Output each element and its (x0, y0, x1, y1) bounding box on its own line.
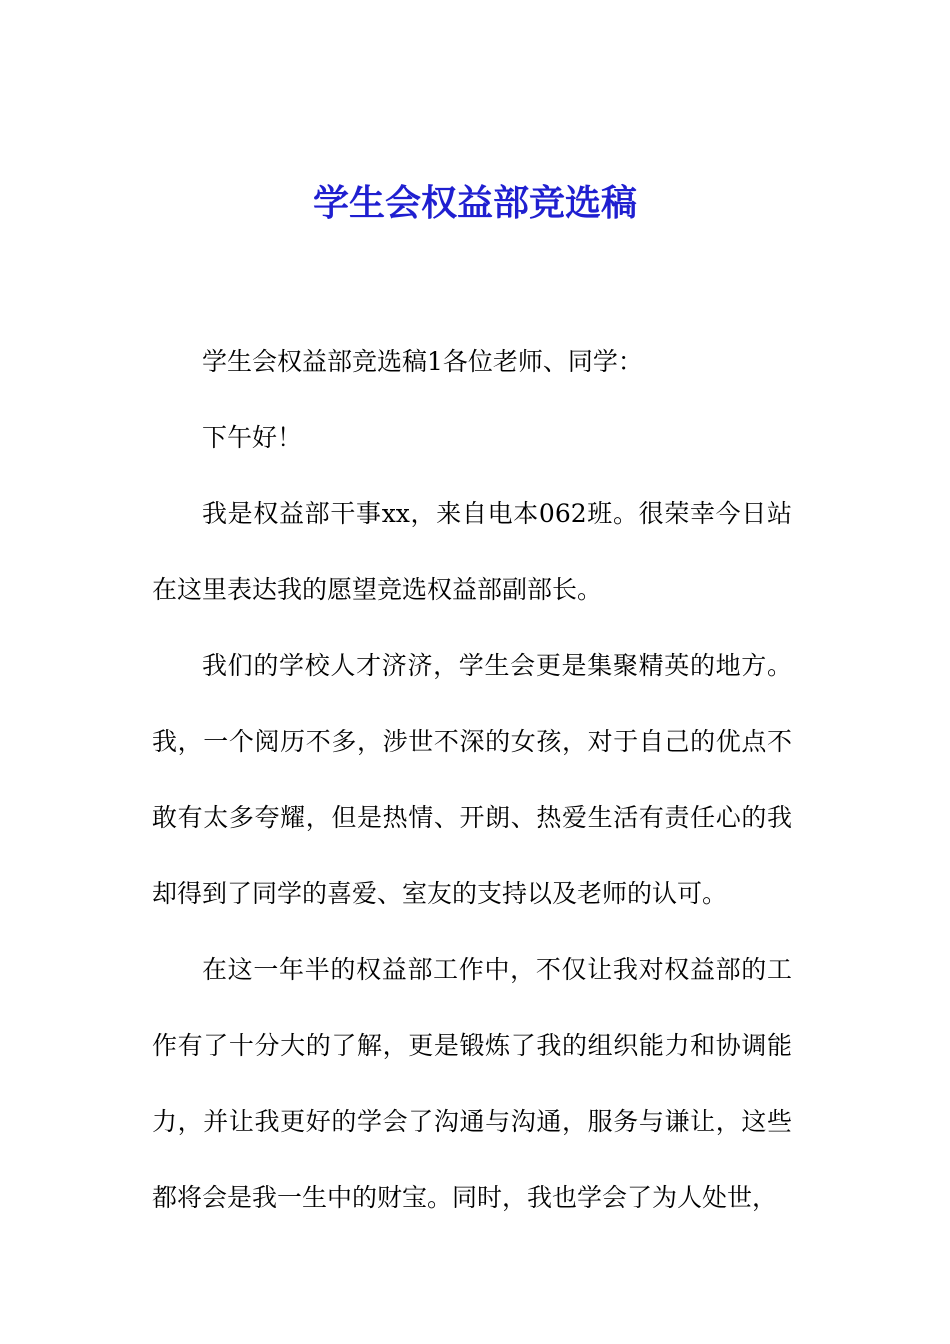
paragraph-salutation: 下午好！ (202, 423, 303, 452)
paragraph-work-experience: 在这一年半的权益部工作中，不仅让我对权益部的工作有了十分大的了解，更是锻炼了我的组织能力和协调能力，并让我更好的学会了沟通与沟通，服务与谦让，这些都将会是我一生中的财宝。同时，我也学会了为人处世， (152, 955, 792, 1212)
paragraph-introduction: 我是权益部干事xx，来自电本062班。很荣幸今日站在这里表达我的愿望竞选权益部副部长。 (152, 499, 792, 604)
paragraph-greeting-line: 学生会权益部竞选稿1各位老师、同学： (202, 347, 643, 376)
paragraph-self-description: 我们的学校人才济济，学生会更是集聚精英的地方。我，一个阅历不多，涉世不深的女孩，对于自己的优点不敢有太多夸耀，但是热情、开朗、热爱生活有责任心的我却得到了同学的喜爱、室友的支持以及老师的认可。 (152, 651, 792, 908)
document-body (152, 324, 792, 1236)
document-title: 学生会权益部竞选稿 (312, 182, 637, 224)
